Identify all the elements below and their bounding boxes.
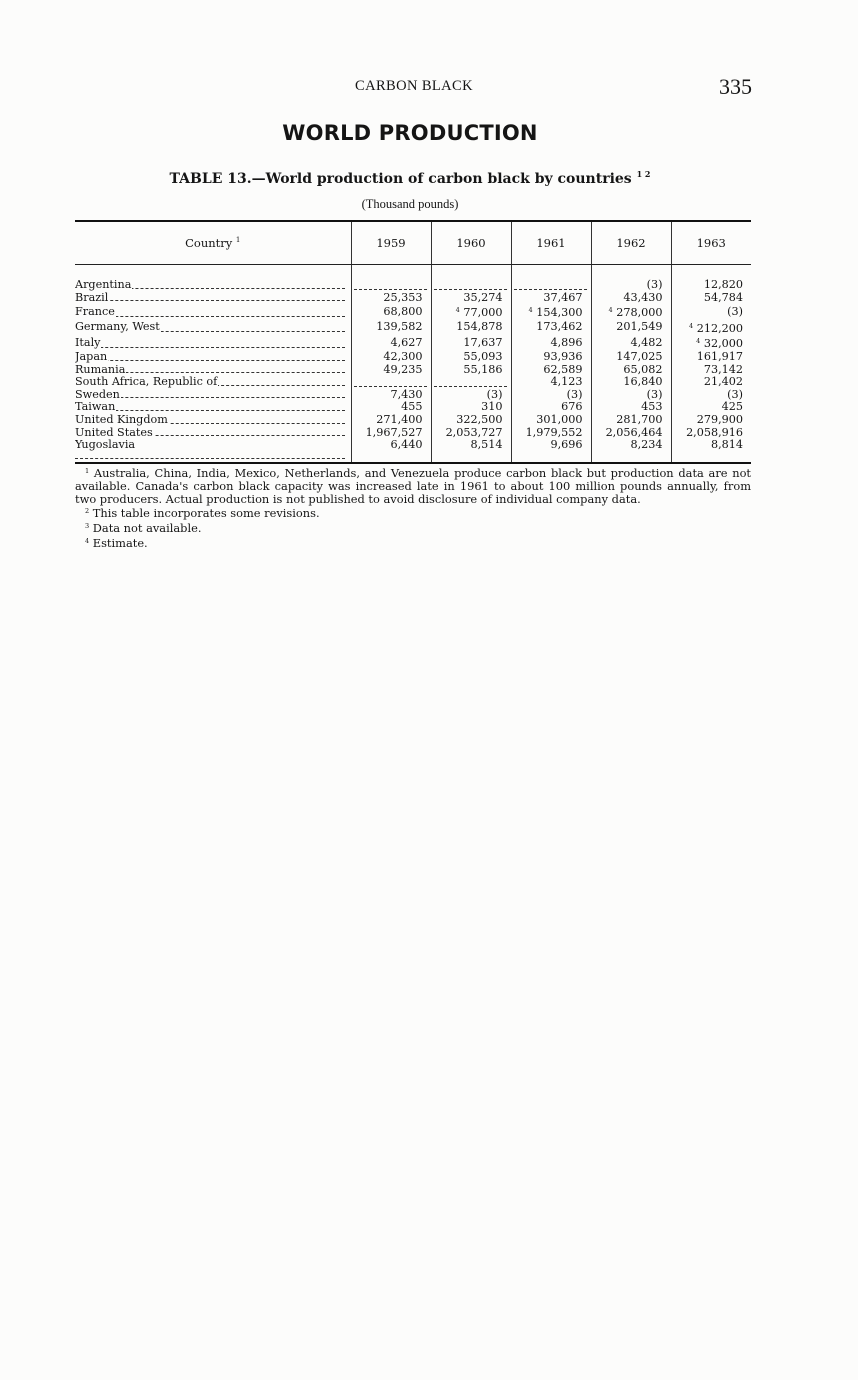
- value-cell: [351, 439, 431, 462]
- section-title: WORLD PRODUCTION: [282, 121, 538, 145]
- value-text: 16,840: [623, 376, 663, 389]
- value-cell: [431, 401, 511, 414]
- country-cell: [75, 439, 351, 462]
- value-text: 21,402: [703, 376, 743, 389]
- country-name: Argentina: [75, 278, 132, 291]
- value-cell: [351, 376, 431, 389]
- value-note: 4: [689, 321, 694, 330]
- value-text: 1,979,552: [525, 426, 583, 439]
- value-cell: [431, 320, 511, 336]
- value-text: 676: [561, 401, 583, 414]
- country-name: South Africa, Republic of: [75, 376, 218, 389]
- footnote-text: This table incorporates some revisions.: [92, 506, 320, 521]
- table-title-note-refs: 1 2: [636, 169, 651, 179]
- value-note: 4: [608, 306, 613, 315]
- value-text: 8,514: [470, 439, 503, 452]
- value-text: 55,186: [463, 363, 503, 376]
- column-header-year: 1960: [431, 222, 511, 265]
- value-cell: [511, 401, 591, 414]
- column-header-note: 1: [235, 236, 241, 245]
- value-cell: [431, 427, 511, 440]
- value-cell: [431, 292, 511, 305]
- column-header-label: Country: [185, 236, 233, 250]
- value-cell: [511, 335, 591, 351]
- value-cell: [351, 389, 431, 402]
- value-text: 7,430: [390, 388, 423, 401]
- value-cell: [511, 304, 591, 320]
- country-name: Brazil: [75, 291, 109, 304]
- value-cell: [671, 292, 751, 305]
- value-text: 281,700: [616, 413, 663, 426]
- value-cell: [511, 427, 591, 440]
- value-cell: [671, 439, 751, 462]
- value-text: 2,053,727: [445, 426, 503, 439]
- value-cell: [431, 335, 511, 351]
- value-cell: [351, 401, 431, 414]
- value-text: 25,353: [383, 291, 423, 304]
- country-name: Sweden: [75, 388, 120, 401]
- value-text: 2,056,464: [605, 426, 663, 439]
- value-cell: [591, 376, 671, 389]
- value-text: 139,582: [376, 320, 423, 334]
- value-text: (3): [727, 388, 743, 401]
- country-cell: [75, 427, 351, 440]
- running-title: CARBON BLACK: [355, 78, 473, 94]
- table-header-row: [75, 222, 751, 265]
- value-text: 154,878: [456, 320, 503, 334]
- footnote: [75, 505, 751, 520]
- value-text: 2,058,916: [686, 426, 743, 439]
- table-title-text: TABLE 13.—World production of carbon black by countries: [169, 171, 632, 187]
- table-title: [0, 169, 820, 187]
- value-text: 4,123: [550, 376, 583, 389]
- value-cell: [511, 265, 591, 292]
- country-name: Japan: [75, 350, 108, 363]
- value-text: 17,637: [463, 335, 503, 349]
- country-name: Taiwan: [75, 401, 116, 414]
- country-cell: [75, 304, 351, 320]
- country-name: France: [75, 304, 115, 318]
- table-row: [75, 364, 751, 377]
- value-text: 173,462: [536, 320, 583, 334]
- value-cell: [671, 414, 751, 427]
- value-text: 8,814: [710, 439, 743, 452]
- value-cell: [511, 389, 591, 402]
- country-name: United States: [75, 426, 153, 439]
- page-number: 335: [719, 74, 752, 99]
- value-cell: [511, 351, 591, 364]
- value-cell: [671, 427, 751, 440]
- table-row: [75, 265, 751, 292]
- value-text: (3): [646, 278, 663, 291]
- running-head: [76, 74, 752, 102]
- footnote-mark: 2: [85, 507, 90, 516]
- table-row: [75, 351, 751, 364]
- value-cell: [591, 351, 671, 364]
- value-text: 161,917: [696, 350, 743, 363]
- column-header-year: 1961: [511, 222, 591, 265]
- value-cell: [351, 304, 431, 320]
- column-header-year: 1959: [351, 222, 431, 265]
- value-cell: [431, 304, 511, 320]
- value-cell: [671, 320, 751, 336]
- value-cell: [671, 335, 751, 351]
- value-text: 55,093: [463, 350, 503, 363]
- table-row: [75, 320, 751, 336]
- country-cell: [75, 351, 351, 364]
- value-note: 4: [696, 337, 701, 346]
- country-cell: [75, 376, 351, 389]
- column-header-country: [75, 222, 351, 265]
- value-text: 12,820: [703, 278, 743, 291]
- value-cell: [671, 401, 751, 414]
- country-name: United Kingdom: [75, 413, 168, 426]
- country-name: Italy: [75, 335, 101, 349]
- value-cell: [671, 351, 751, 364]
- value-cell: [511, 292, 591, 305]
- value-cell: [591, 335, 671, 351]
- table-row: [75, 304, 751, 320]
- value-text: 279,900: [696, 413, 743, 426]
- value-text: 1,967,527: [365, 426, 423, 439]
- footnotes: [75, 465, 751, 550]
- value-note: 4: [455, 306, 460, 315]
- value-cell: [591, 401, 671, 414]
- footnote-text: Australia, China, India, Mexico, Netherlands, and Venezuela produce carbon black but production data are not available. Canada's carbon black capacity was increased late in 1961 to about 100 million pounds annually, from two producers. Actual production is not published to avoid disclosure of individual company data.: [75, 466, 752, 506]
- value-cell: [351, 335, 431, 351]
- table-row: [75, 376, 751, 389]
- column-header-year: 1962: [591, 222, 671, 265]
- value-note: 4: [528, 306, 533, 315]
- value-text: (3): [566, 388, 583, 401]
- footnote-mark: 3: [85, 522, 90, 531]
- country-cell: [75, 292, 351, 305]
- value-cell: [351, 265, 431, 292]
- value-text: 62,589: [543, 363, 583, 376]
- value-cell: [591, 292, 671, 305]
- value-cell: [351, 351, 431, 364]
- value-cell: [511, 376, 591, 389]
- value-cell: [591, 304, 671, 320]
- value-cell: [511, 364, 591, 377]
- value-text: 301,000: [536, 413, 583, 426]
- value-text: 4,627: [390, 335, 423, 349]
- value-cell: [671, 389, 751, 402]
- value-text: 278,000: [616, 306, 663, 320]
- value-text: 8,234: [630, 439, 663, 452]
- value-text: 68,800: [383, 304, 423, 318]
- value-cell: [591, 320, 671, 336]
- value-text: 4,482: [630, 335, 663, 349]
- value-cell: [431, 389, 511, 402]
- country-name: Yugoslavia: [75, 439, 136, 452]
- value-cell: [431, 376, 511, 389]
- value-cell: [431, 351, 511, 364]
- value-text: 37,467: [543, 291, 583, 304]
- table-row: [75, 292, 751, 305]
- production-table: [75, 222, 751, 462]
- value-cell: [351, 364, 431, 377]
- value-text: 147,025: [616, 350, 663, 363]
- value-cell: [351, 427, 431, 440]
- country-cell: [75, 265, 351, 292]
- value-text: 6,440: [390, 439, 423, 452]
- value-cell: [351, 292, 431, 305]
- value-text: 65,082: [623, 363, 663, 376]
- value-text: 310: [481, 401, 503, 414]
- footnote-text: Data not available.: [92, 521, 202, 536]
- footnote-mark: 4: [85, 536, 90, 545]
- value-text: 54,784: [703, 291, 743, 304]
- country-cell: [75, 389, 351, 402]
- value-text: (3): [727, 304, 743, 318]
- value-text: 201,549: [616, 320, 663, 334]
- value-cell: [671, 364, 751, 377]
- table-row: [75, 335, 751, 351]
- value-text: (3): [646, 388, 663, 401]
- value-cell: [351, 414, 431, 427]
- value-text: (3): [486, 388, 503, 401]
- value-cell: [511, 320, 591, 336]
- table-unit: (Thousand pounds): [361, 197, 459, 211]
- footnote: [75, 465, 751, 505]
- value-cell: [591, 265, 671, 292]
- table-row: [75, 414, 751, 427]
- value-text: 154,300: [536, 306, 583, 320]
- country-cell: [75, 401, 351, 414]
- value-text: 212,200: [696, 321, 743, 335]
- value-text: 93,936: [543, 350, 583, 363]
- value-text: 322,500: [456, 413, 503, 426]
- country-name: Rumania: [75, 363, 126, 376]
- value-cell: [591, 364, 671, 377]
- table-row: [75, 401, 751, 414]
- value-cell: [431, 414, 511, 427]
- value-cell: [511, 414, 591, 427]
- value-text: 42,300: [383, 350, 423, 363]
- value-cell: [431, 439, 511, 462]
- country-cell: [75, 364, 351, 377]
- value-text: 49,235: [383, 363, 423, 376]
- table-body: [75, 265, 751, 462]
- value-cell: [511, 439, 591, 462]
- value-text: 425: [721, 401, 743, 414]
- value-text: 453: [641, 401, 663, 414]
- footnote: [75, 535, 751, 550]
- production-table-frame: [75, 220, 751, 464]
- table-row: [75, 389, 751, 402]
- value-cell: [351, 320, 431, 336]
- country-cell: [75, 335, 351, 351]
- column-header-year: 1963: [671, 222, 751, 265]
- value-cell: [671, 304, 751, 320]
- footnote-text: Estimate.: [92, 535, 148, 550]
- country-name: Germany, West: [75, 320, 160, 334]
- value-cell: [591, 389, 671, 402]
- value-text: 455: [401, 401, 423, 414]
- value-cell: [591, 414, 671, 427]
- value-cell: [431, 265, 511, 292]
- value-text: 77,000: [463, 306, 503, 320]
- value-text: 35,274: [463, 291, 503, 304]
- country-cell: [75, 320, 351, 336]
- value-text: 271,400: [376, 413, 423, 426]
- value-cell: [431, 364, 511, 377]
- value-cell: [671, 265, 751, 292]
- value-cell: [591, 439, 671, 462]
- table-row: [75, 439, 751, 462]
- value-text: 73,142: [703, 363, 743, 376]
- value-text: 4,896: [550, 335, 583, 349]
- country-cell: [75, 414, 351, 427]
- value-text: 43,430: [623, 291, 663, 304]
- value-text: 9,696: [550, 439, 583, 452]
- value-cell: [671, 376, 751, 389]
- footnote-mark: 1: [85, 467, 90, 475]
- footnote: [75, 520, 751, 535]
- table-row: [75, 427, 751, 440]
- value-cell: [591, 427, 671, 440]
- value-text: 32,000: [703, 337, 743, 351]
